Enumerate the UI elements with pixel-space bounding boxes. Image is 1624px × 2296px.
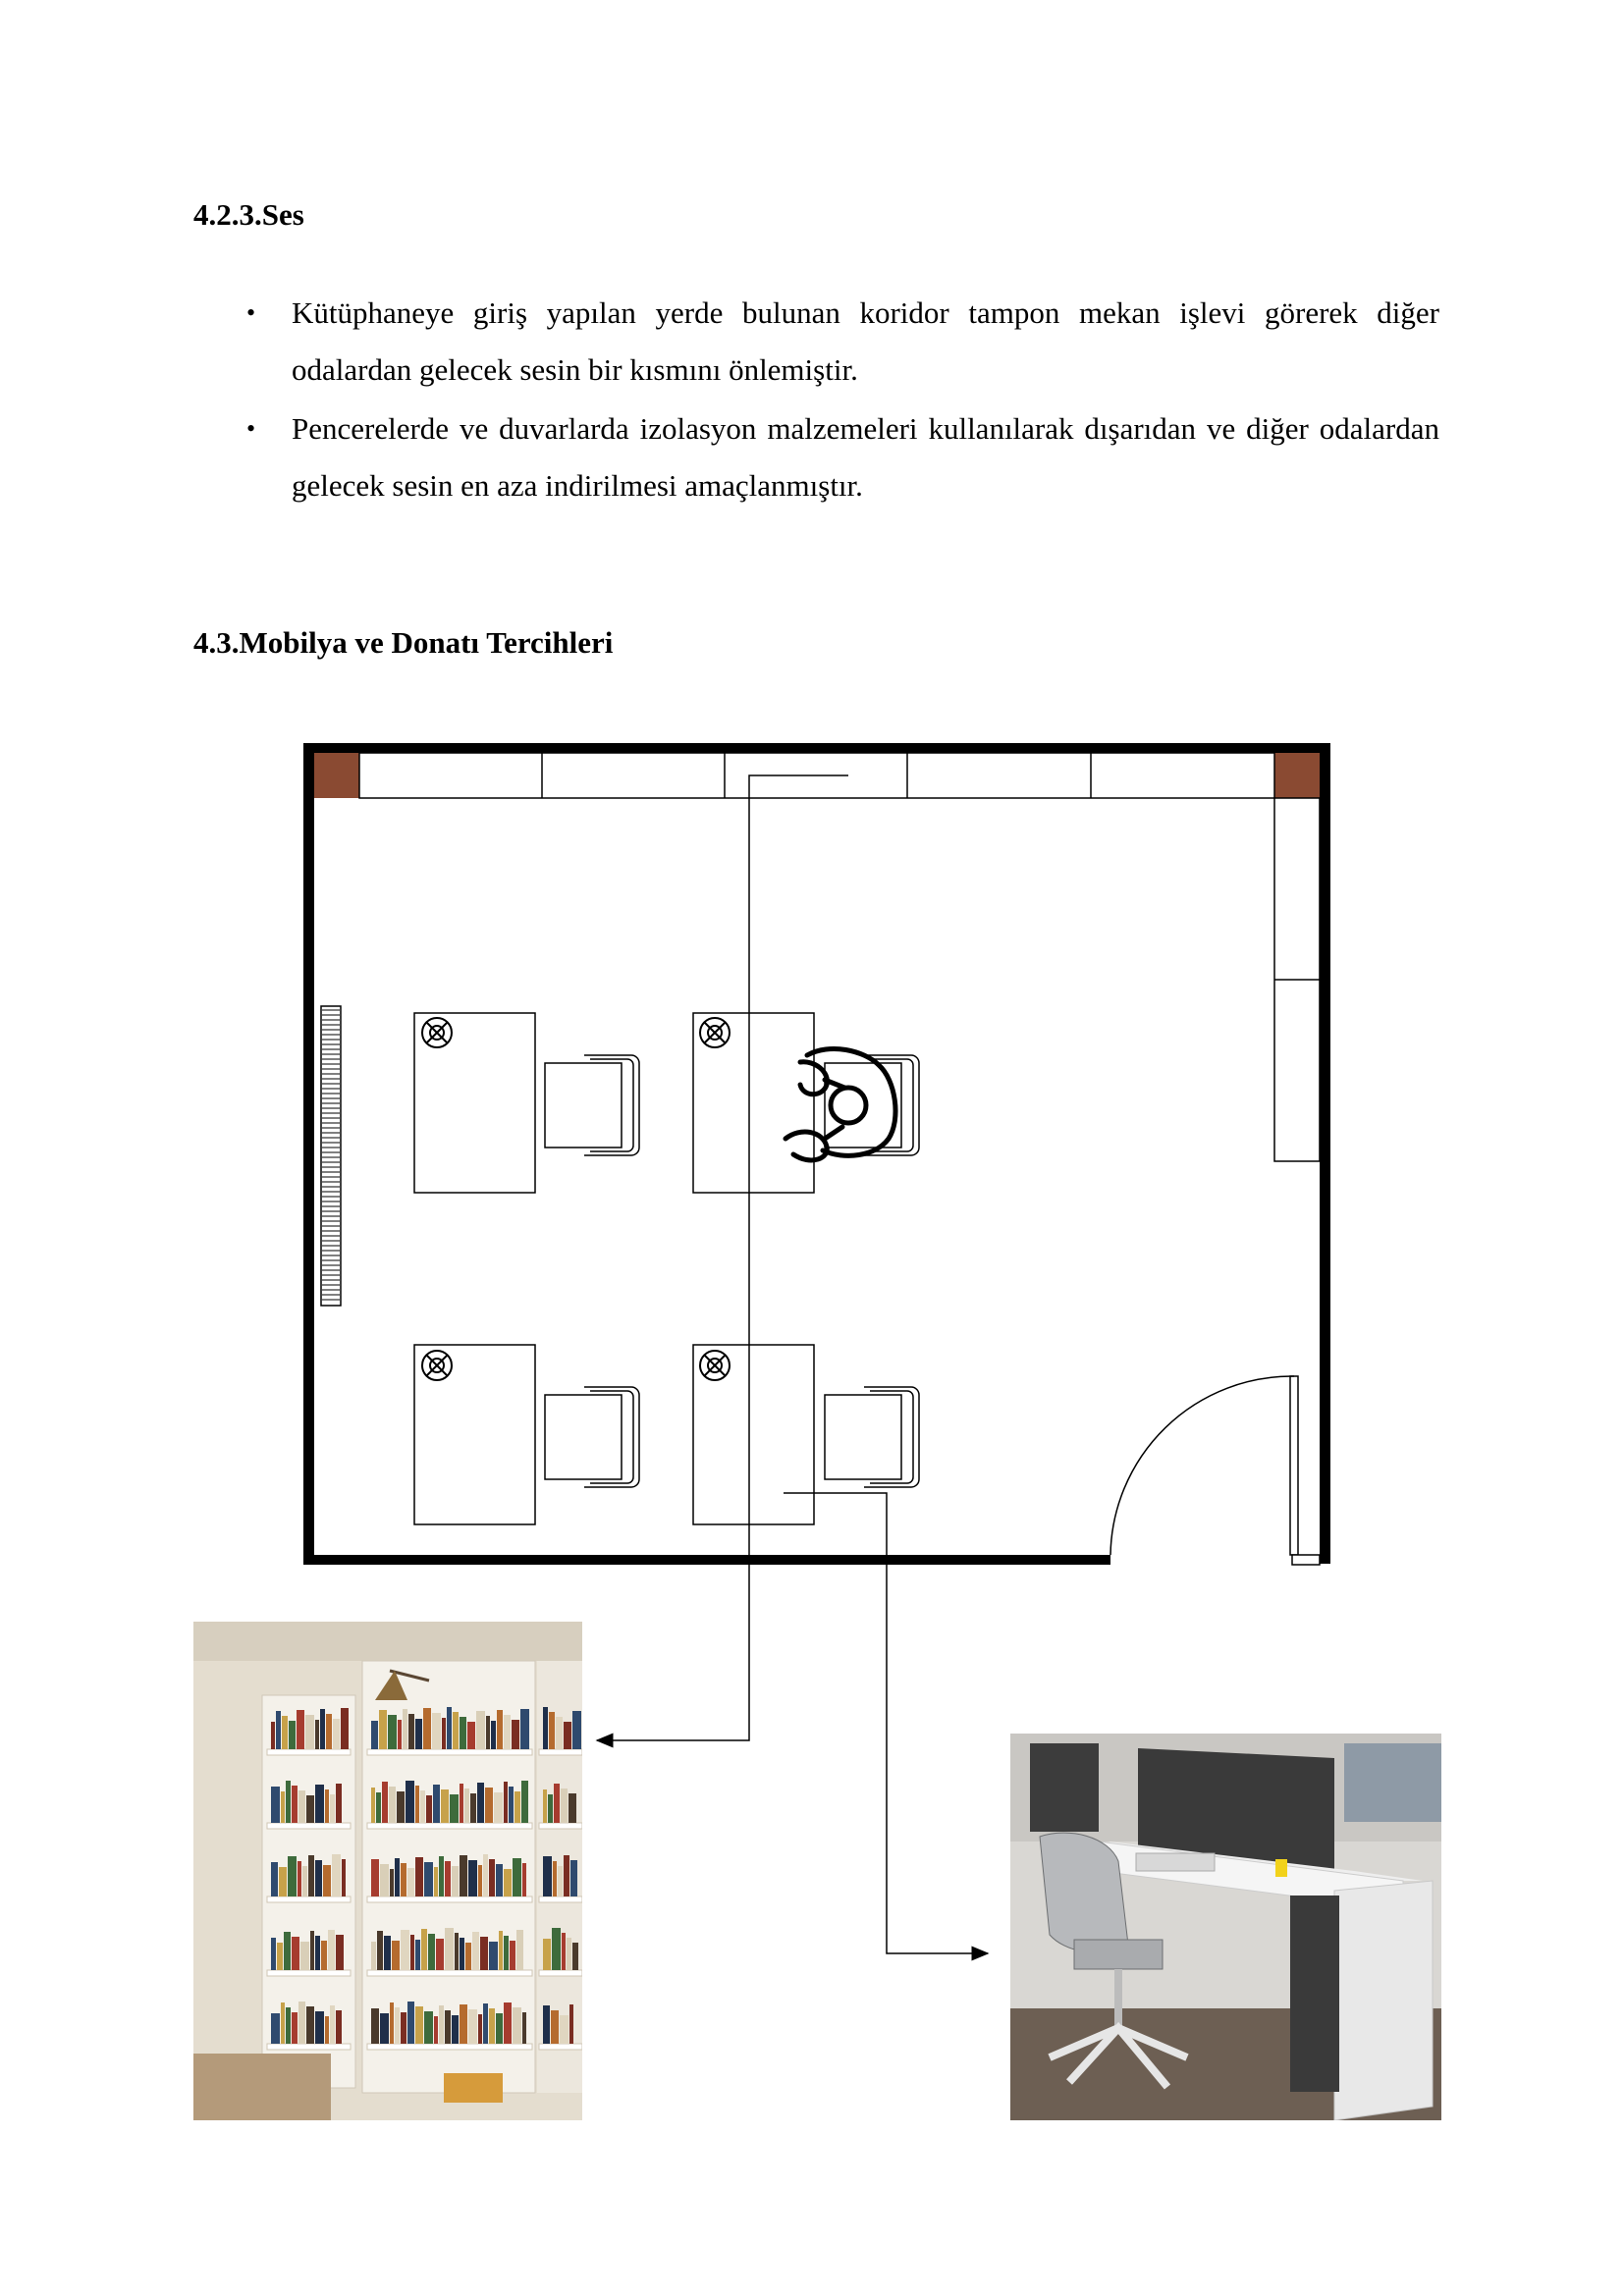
section-heading-furniture: 4.3.Mobilya ve Donatı Tercihleri xyxy=(193,625,614,660)
chair-group xyxy=(545,1055,919,1487)
bullet-text: Pencerelerde ve duvarlarda izolasyon malzemeleri kullanılarak dışarıdan ve diğer odalardan gelecek sesin en aza indirilmesi amaçlanmıştır. xyxy=(292,411,1439,503)
section-heading-sound: 4.2.3.Ses xyxy=(193,197,304,232)
door xyxy=(1110,1376,1320,1565)
column-left xyxy=(314,753,359,798)
leader-lines xyxy=(597,775,988,1953)
radiator xyxy=(321,1006,341,1306)
bullet-icon: • xyxy=(246,414,256,443)
column-right xyxy=(1274,753,1320,798)
office-desk-photo xyxy=(1010,1734,1441,2120)
room-walls xyxy=(303,743,1330,1565)
bullet-text: Kütüphaneye giriş yapılan yerde bulunan koridor tampon mekan işlevi görerek diğer odalardan gelecek sesin bir kısmını önlemiştir. xyxy=(292,295,1439,387)
side-cabinet xyxy=(1274,798,1320,1161)
leader-line-bookshelf xyxy=(597,775,848,1740)
bullet-icon: • xyxy=(246,298,256,327)
bookshelf-photo xyxy=(193,1622,582,2120)
desk-group xyxy=(414,1013,814,1524)
lamp-symbols xyxy=(422,1018,730,1380)
person-icon xyxy=(785,1048,895,1159)
